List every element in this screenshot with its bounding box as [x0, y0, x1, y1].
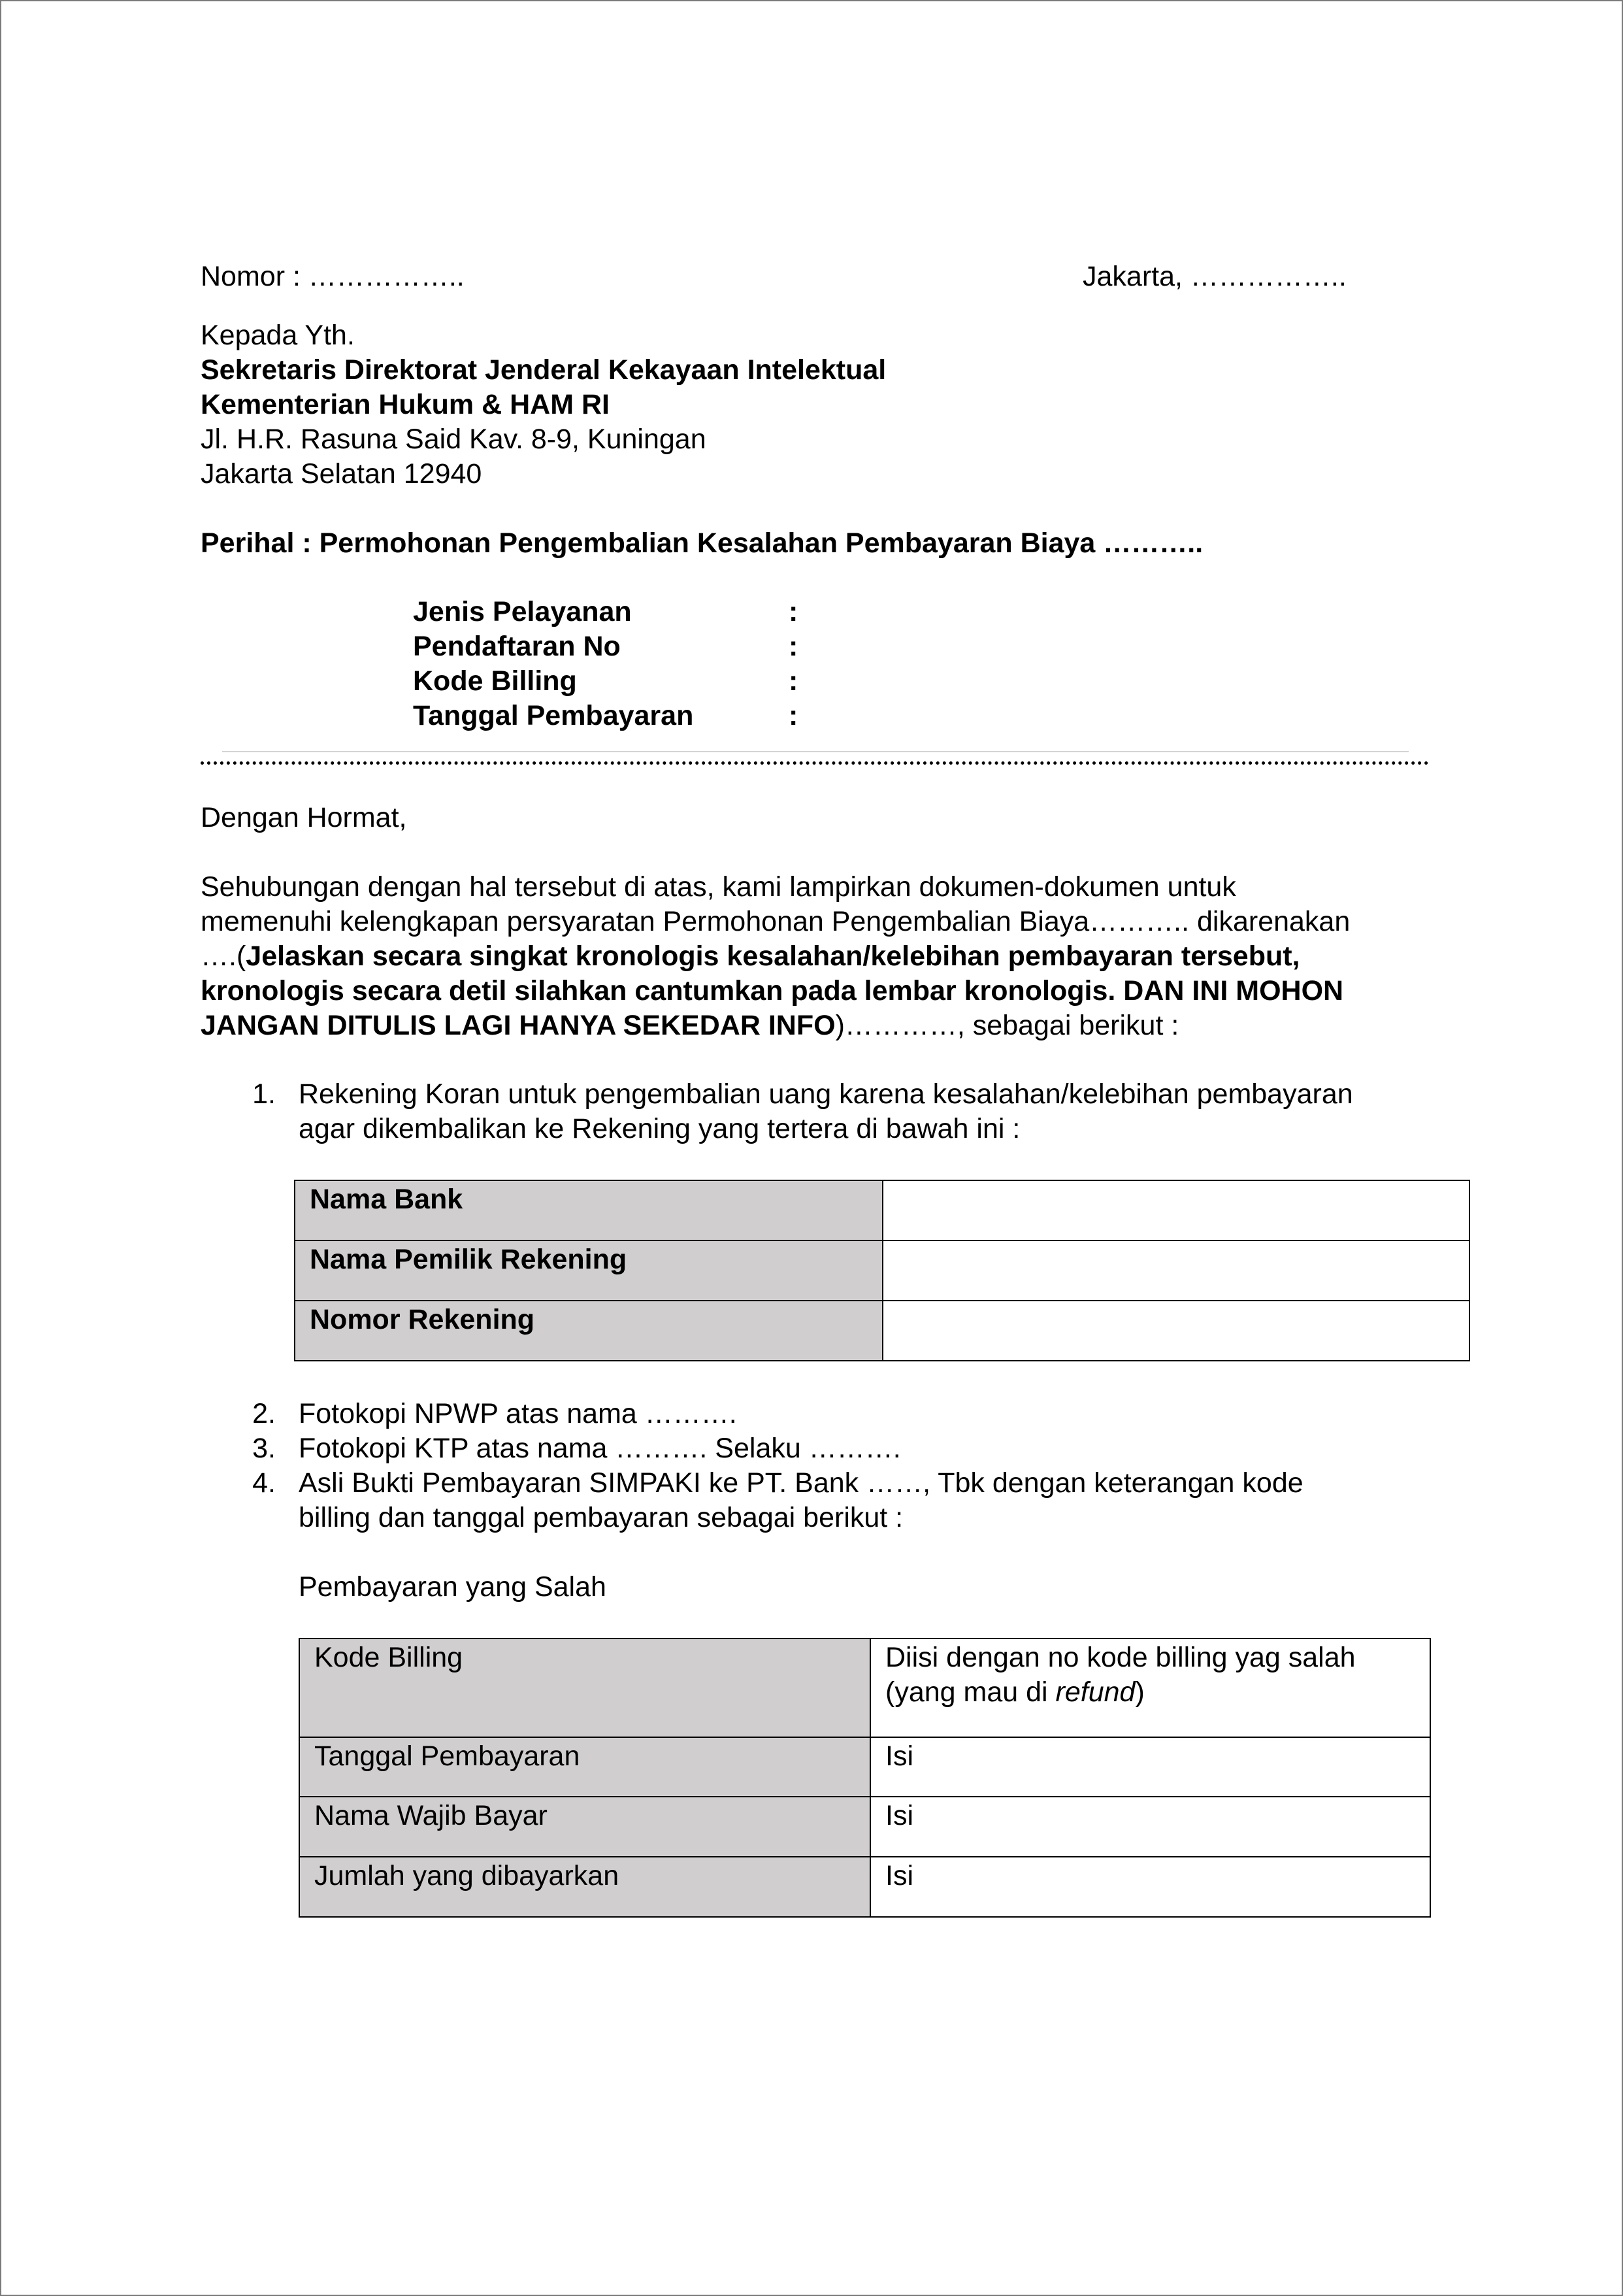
paragraph-line [201, 939, 1300, 974]
paragraph-line: Sehubungan dengan hal tersebut di atas, kami lampirkan dokumen-dokumen untuk [201, 871, 1236, 903]
table-value-line: Diisi dengan no kode billing yag salah [885, 1642, 1356, 1673]
table-row [295, 1240, 1469, 1301]
list-item-text: agar dikembalikan ke Rekening yang tertera di bawah ini : [299, 1113, 1021, 1144]
field-sep: : [789, 665, 798, 697]
list-number: 3. [252, 1433, 276, 1464]
table-label: Kode Billing [299, 1639, 870, 1737]
payment-table [299, 1638, 1431, 1918]
table-row [295, 1180, 1469, 1240]
field-label-tanggal-pembayaran: Tanggal Pembayaran [413, 700, 694, 731]
table-label: Nomor Rekening [295, 1301, 883, 1361]
table-value: Isi [870, 1857, 1430, 1917]
nomor-line: Nomor : …………….. [201, 261, 465, 292]
list-item-text: Fotokopi KTP atas nama ………. Selaku ………. [299, 1433, 901, 1464]
field-sep: : [789, 596, 798, 627]
table-row [299, 1857, 1430, 1917]
table-label: Nama Wajib Bayar [299, 1797, 870, 1857]
table-row [299, 1737, 1430, 1797]
table-label: Jumlah yang dibayarkan [299, 1857, 870, 1917]
list-number: 2. [252, 1398, 276, 1429]
date-line: Jakarta, …………….. [1083, 261, 1347, 292]
kepada-line: Kepada Yth. [201, 320, 355, 351]
field-label-kode-billing: Kode Billing [413, 665, 577, 697]
table-row [299, 1797, 1430, 1857]
field-label-jenis-pelayanan: Jenis Pelayanan [413, 596, 632, 627]
table-row [295, 1301, 1469, 1361]
list-number: 1. [252, 1078, 276, 1110]
table-value-line [885, 1675, 1415, 1710]
list-item-text: Asli Bukti Pembayaran SIMPAKI ke PT. Bank ……, Tbk dengan keterangan kode [299, 1467, 1303, 1499]
list-item-text: Fotokopi NPWP atas nama ………. [299, 1398, 737, 1429]
paragraph-bold: Jelaskan secara singkat kronologis kesalahan/kelebihan pembayaran tersebut, [246, 940, 1300, 972]
paragraph-line [201, 1008, 1179, 1043]
paragraph-line: kronologis secara detil silahkan cantumkan pada lembar kronologis. DAN INI MOHON [201, 975, 1344, 1007]
table-label: Tanggal Pembayaran [299, 1737, 870, 1797]
table-row [299, 1639, 1430, 1737]
value-prefix: (yang mau di [885, 1676, 1056, 1708]
divider-thin [222, 751, 1409, 752]
table-label: Nama Pemilik Rekening [295, 1240, 883, 1301]
value-italic: refund [1055, 1676, 1136, 1708]
table-label: Nama Bank [295, 1180, 883, 1240]
recipient-org: Kementerian Hukum & HAM RI [201, 389, 610, 420]
table-value: Isi [870, 1797, 1430, 1857]
paragraph-bold: JANGAN DITULIS LAGI HANYA SEKEDAR INFO [201, 1010, 836, 1041]
list-item-text: Rekening Koran untuk pengembalian uang karena kesalahan/kelebihan pembayaran [299, 1078, 1353, 1110]
table-value [883, 1301, 1469, 1361]
field-label-pendaftaran-no: Pendaftaran No [413, 631, 621, 662]
address-line-2: Jakarta Selatan 12940 [201, 458, 482, 490]
recipient-title: Sekretaris Direktorat Jenderal Kekayaan Intelektual [201, 354, 887, 386]
table-value [870, 1639, 1430, 1737]
value-suffix: ) [1135, 1676, 1145, 1708]
divider-dotted [201, 761, 1429, 765]
greeting: Dengan Hormat, [201, 802, 407, 833]
list-item-text: billing dan tanggal pembayaran sebagai berikut : [299, 1502, 904, 1533]
table-value: Isi [870, 1737, 1430, 1797]
paragraph-prefix: ….( [201, 940, 246, 972]
field-sep: : [789, 700, 798, 731]
table-value [883, 1180, 1469, 1240]
field-sep: : [789, 631, 798, 662]
paragraph-suffix: )…………, sebagai berikut : [835, 1010, 1179, 1041]
table-value [883, 1240, 1469, 1301]
paragraph-line: memenuhi kelengkapan persyaratan Permohonan Pengembalian Biaya……….. dikarenakan [201, 906, 1351, 937]
payment-heading: Pembayaran yang Salah [299, 1571, 606, 1603]
list-number: 4. [252, 1467, 276, 1499]
address-line-1: Jl. H.R. Rasuna Said Kav. 8-9, Kuningan [201, 424, 706, 455]
bank-account-table [294, 1180, 1470, 1361]
perihal-line: Perihal : Permohonan Pengembalian Kesalahan Pembayaran Biaya ……….. [201, 527, 1204, 559]
